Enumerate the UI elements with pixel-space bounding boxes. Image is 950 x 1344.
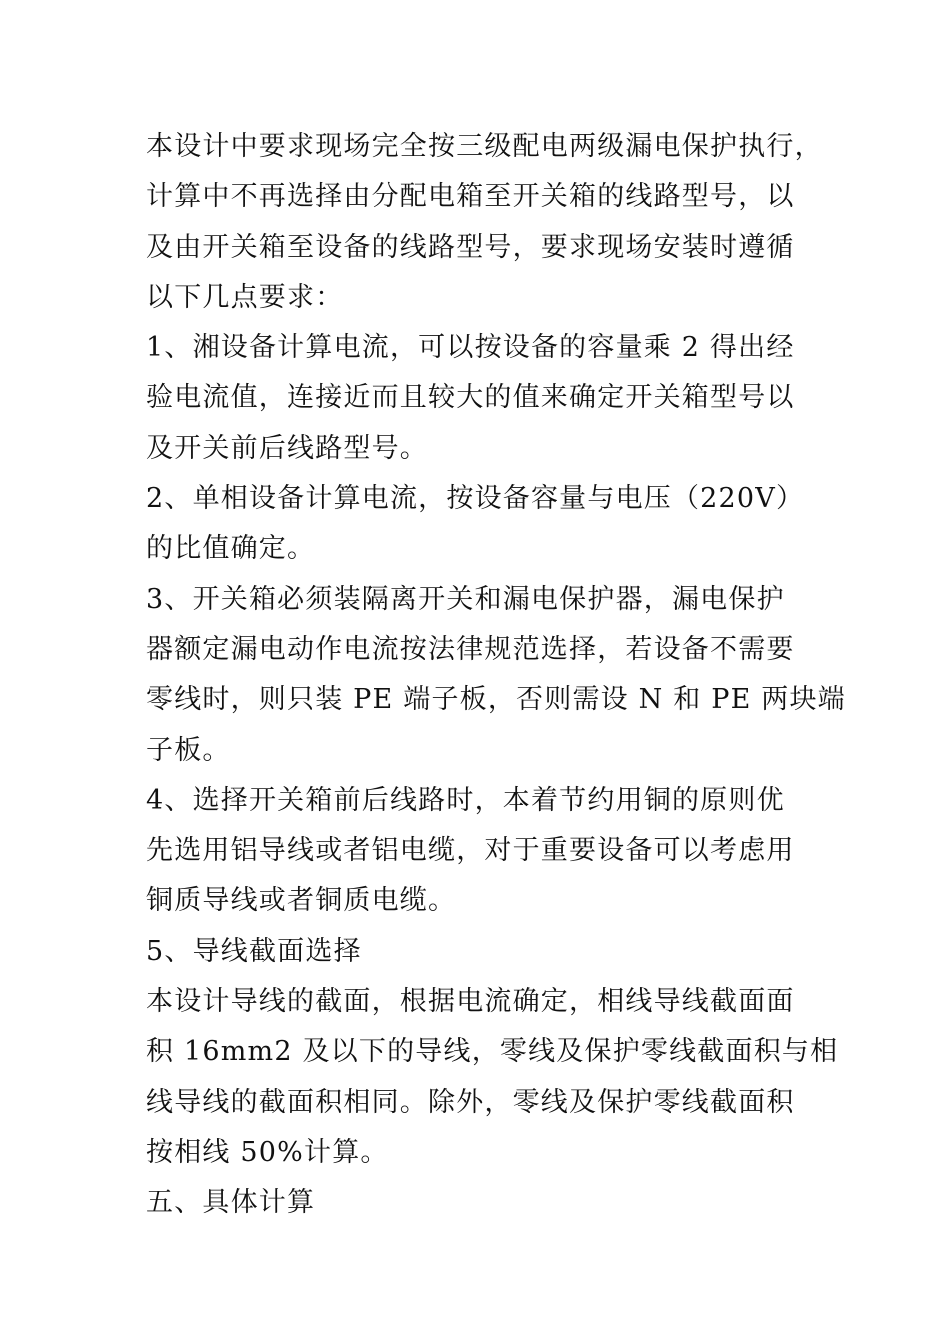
list-item-line: 子板。 xyxy=(146,734,231,766)
list-item-line: 1、湘设备计算电流，可以按设备的容量乘 2 得出经 xyxy=(146,332,795,364)
list-item-line: 的比值确定。 xyxy=(146,533,316,565)
list-item-line: 铜质导线或者铜质电缆。 xyxy=(146,885,457,917)
paragraph-line: 本设计导线的截面，根据电流确定，相线导线截面面 xyxy=(146,986,795,1018)
document-body xyxy=(146,122,846,1229)
section-heading-line: 5、导线截面选择 xyxy=(146,935,362,967)
list-item-line: 4、选择开关箱前后线路时，本着节约用铜的原则优 xyxy=(146,784,785,816)
list-item-line: 零线时，则只装 PE 端子板，否则需设 N 和 PE 两块端 xyxy=(146,684,846,716)
list-item-line: 3、开关箱必须装隔离开关和漏电保护器，漏电保护 xyxy=(146,583,785,615)
paragraph-line: 本设计中要求现场完全按三级配电两级漏电保护执行， xyxy=(146,131,823,162)
list-item-line: 器额定漏电动作电流按法律规范选择，若设备不需要 xyxy=(146,633,795,665)
paragraph-line: 计算中不再选择由分配电箱至开关箱的线路型号，以 xyxy=(146,181,795,213)
paragraph-line: 积 16mm2 及以下的导线，零线及保护零线截面积与相 xyxy=(146,1036,839,1068)
paragraph-line: 及由开关箱至设备的线路型号，要求现场安装时遵循 xyxy=(146,231,795,263)
list-item-line: 及开关前后线路型号。 xyxy=(146,432,428,464)
list-item-line: 先选用铝导线或者铝电缆，对于重要设备可以考虑用 xyxy=(146,835,795,867)
list-item-line: 2、单相设备计算电流，按设备容量与电压（220V） xyxy=(146,483,805,515)
section-heading: 五、具体计算 xyxy=(146,1187,316,1219)
paragraph-line: 线导线的截面积相同。除外，零线及保护零线截面积 xyxy=(146,1086,795,1118)
paragraph-line: 按相线 50%计算。 xyxy=(146,1136,389,1168)
list-item-line: 验电流值，连接近而且较大的值来确定开关箱型号以 xyxy=(146,382,795,414)
paragraph-line: 以下几点要求： xyxy=(146,281,344,313)
